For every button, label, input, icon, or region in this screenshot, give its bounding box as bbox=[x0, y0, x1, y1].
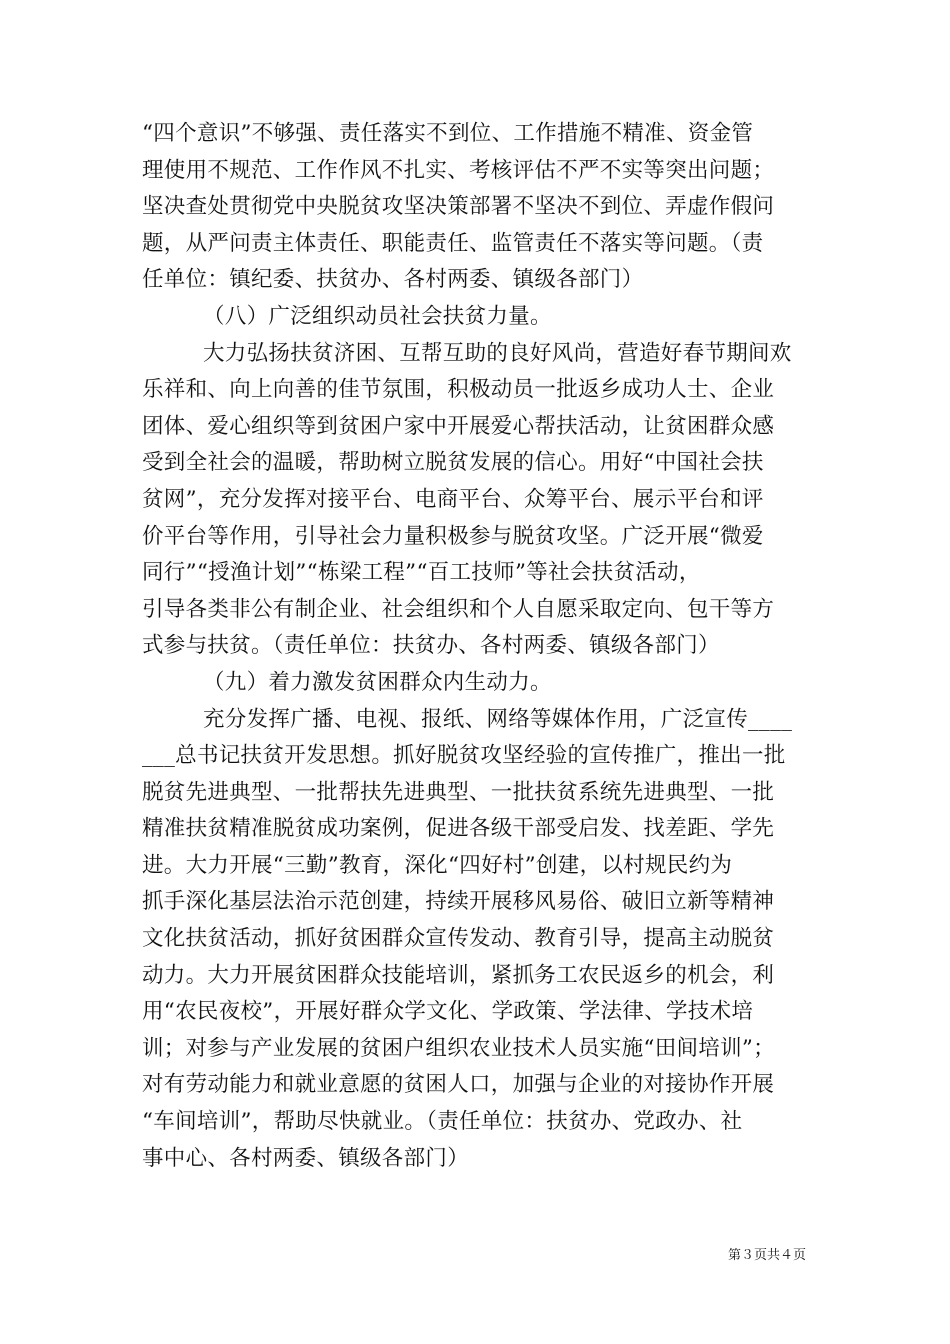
text-line: 贫网”，充分发挥对接平台、电商平台、众筹平台、展示平台和评 bbox=[142, 486, 764, 512]
page-number: 第３页共４页 bbox=[727, 1248, 806, 1263]
text-line: （九）着力激发贫困群众内生动力。 bbox=[203, 669, 552, 695]
document-body bbox=[142, 116, 812, 1177]
text-line: 理使用不规范、工作作风不扎实、考核评估不严不实等突出问题； bbox=[142, 157, 775, 183]
text-line: 乐祥和、向上向善的佳节氛围，积极动员一批返乡成功人士、企业 bbox=[142, 377, 775, 403]
text-line: ___总书记扶贫开发思想。抓好脱贫攻坚经验的宣传推广，推出一批 bbox=[142, 743, 786, 769]
text-line: 团体、爱心组织等到贫困户家中开展爱心帮扶活动，让贫困群众感 bbox=[142, 413, 775, 439]
text-line: 引导各类非公有制企业、社会组织和个人自愿采取定向、包干等方 bbox=[142, 596, 775, 622]
text-line: 动力。大力开展贫困群众技能培训，紧抓务工农民返乡的机会，利 bbox=[142, 962, 775, 988]
text-line: 抓手深化基层法治示范创建，持续开展移风易俗、破旧立新等精神 bbox=[142, 889, 775, 915]
text-line: “车间培训”，帮助尽快就业。（责任单位：扶贫办、党政办、社 bbox=[142, 1109, 743, 1135]
text-line: （八）广泛组织动员社会扶贫力量。 bbox=[203, 303, 552, 329]
text-line: 大力弘扬扶贫济困、互帮互助的良好风尚，营造好春节期间欢 bbox=[203, 340, 792, 366]
text-line: 受到全社会的温暖，帮助树立脱贫发展的信心。用好“中国社会扶 bbox=[142, 450, 764, 476]
text-line: 充分发挥广播、电视、报纸、网络等媒体作用，广泛宣传____ bbox=[203, 706, 793, 732]
text-line: 价平台等作用，引导社会力量积极参与脱贫攻坚。广泛开展“微爱 bbox=[142, 523, 764, 549]
text-line: 任单位：镇纪委、扶贫办、各村两委、镇级各部门） bbox=[142, 267, 644, 293]
text-line: 训；对参与产业发展的贫困户组织农业技术人员实施“田间培训”； bbox=[142, 1035, 775, 1061]
text-line: 脱贫先进典型、一批帮扶先进典型、一批扶贫系统先进典型、一批 bbox=[142, 779, 775, 805]
text-line: 文化扶贫活动，抓好贫困群众宣传发动、教育引导，提高主动脱贫 bbox=[142, 926, 775, 952]
text-line: 题，从严问责主体责任、职能责任、监管责任不落实等问题。（责 bbox=[142, 230, 764, 256]
text-line: 进。大力开展“三勤”教育，深化“四好村”创建，以村规民约为 bbox=[142, 852, 733, 878]
text-line: 对有劳动能力和就业意愿的贫困人口，加强与企业的对接协作开展 bbox=[142, 1072, 775, 1098]
text-line: 精准扶贫精准脱贫成功案例，促进各级干部受启发、找差距、学先 bbox=[142, 816, 775, 842]
text-line: 事中心、各村两委、镇级各部门） bbox=[142, 1145, 470, 1171]
text-line: “四个意识”不够强、责任落实不到位、工作措施不精准、资金管 bbox=[142, 121, 754, 146]
text-line: 用“农民夜校”，开展好群众学文化、学政策、学法律、学技术培 bbox=[142, 999, 754, 1025]
text-line: 同行”“授渔计划”“栋梁工程”“百工技师”等社会扶贫活动， bbox=[142, 560, 701, 586]
text-line: 坚决查处贯彻党中央脱贫攻坚决策部署不坚决不到位、弄虚作假问 bbox=[142, 194, 775, 220]
text-line: 式参与扶贫。（责任单位：扶贫办、各村两委、镇级各部门） bbox=[142, 633, 720, 659]
